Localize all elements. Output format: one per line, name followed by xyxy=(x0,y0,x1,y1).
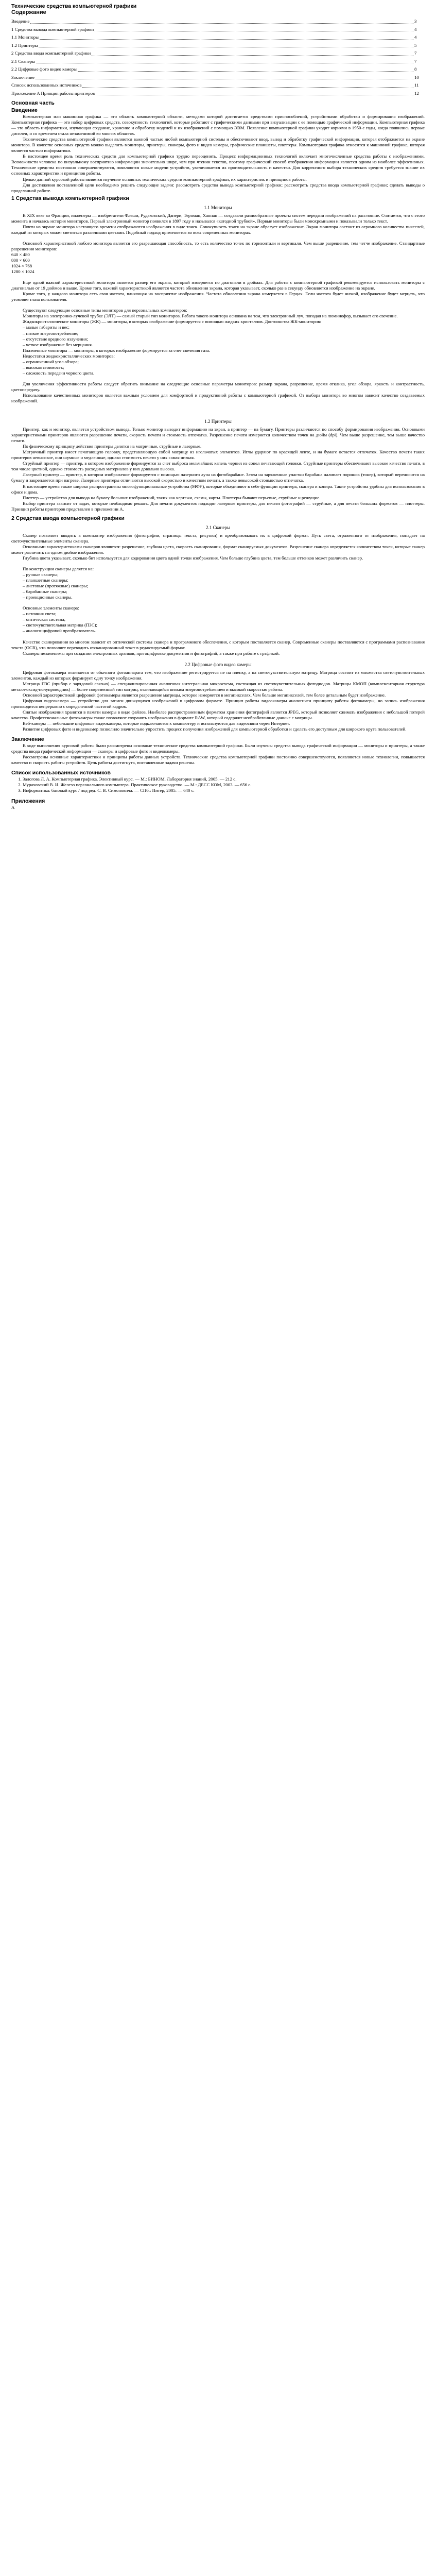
resolution-list xyxy=(11,252,425,275)
toc-leader-dots xyxy=(36,74,413,80)
dash-bullet: – xyxy=(23,342,26,347)
section12-body xyxy=(11,427,425,512)
bullet-item xyxy=(11,595,425,600)
paragraph: Жидкокристаллические мониторы (ЖК) — мониторы, в которых изображение формируется с помощью жидких кристаллов. Достоинства ЖК-мониторов: xyxy=(23,319,321,325)
bullet-text: листовые (протяжные) сканеры; xyxy=(26,583,89,589)
paragraph: Кроме того, у каждого монитора есть своя частота, влияющая на восприятие изображения. Частота обновления экрана измеряется в Герцах. Если частота будет низкой, изображение будет мерцать, что утомляет глаза пользователя. xyxy=(11,291,425,302)
paragraph: Целью данной курсовой работы является изучение основных технических средств компьютерной графики, их характеристик и принципов работы. xyxy=(23,176,307,182)
bullet-text: светочувствительная матрица (ПЗС); xyxy=(26,622,97,628)
list-item: 800 × 600 xyxy=(11,257,30,263)
toc-page-number: 4 xyxy=(414,26,417,32)
paragraph: Рассмотрены основные характеристики и принципы работы данных устройств. Технические средства компьютерной графики постоянно совершенствуются, появляются новые технологии, повышается качество и скорость работы устройств. Цель работы достигнута, поставленные задачи решены. xyxy=(11,754,425,766)
bullet-text: сложность передачи черного цвета. xyxy=(26,370,95,376)
paragraph: Цифровая видеокамера — устройство для записи движущихся изображений в цифровом формате. Принцип работы видеокамеры аналогичен принципу работы фотокамеры, но запись изображения производится непрерывно с определенной частотой кадров. xyxy=(11,698,425,709)
paragraph: Цифровая фотокамера отличается от обычного фотоаппарата тем, что изображение регистрируется не на пленку, а на светочувствительную матрицу. Матрица состоит из множества светочувствительных элементов, каждый из которых формирует одну точку изображения. xyxy=(11,669,425,681)
dash-bullet: – xyxy=(23,364,26,370)
toc-entry[interactable] xyxy=(11,33,425,42)
bullet-text: оптическая система; xyxy=(26,617,66,622)
toc-entry[interactable] xyxy=(11,58,425,66)
bullet-item xyxy=(11,628,425,634)
dash-bullet: – xyxy=(23,622,26,628)
toc-page-number: 11 xyxy=(414,82,419,88)
document-title: Технические средства компьютерной графики xyxy=(11,3,137,9)
section2-heading: 2 Средства ввода компьютерной графики xyxy=(11,515,125,521)
paragraph: В настоящее время также широко распространены многофункциональные устройства (МФУ), которые объединяют в себе функции принтера, сканера и копира. Такие устройства удобны для использования в офисе и дома. xyxy=(11,483,425,495)
bullet-item xyxy=(11,622,425,628)
bullet-item xyxy=(11,578,425,583)
toc-entry[interactable] xyxy=(11,26,425,34)
bullet-item xyxy=(11,617,425,622)
dash-bullet: – xyxy=(23,370,26,376)
dash-bullet: – xyxy=(23,325,26,330)
dash-bullet: – xyxy=(23,595,26,600)
reference-item: 3. Информатика: базовый курс / под ред. С. В. Симоновича. — СПб.: Питер, 2005. — 640 с. xyxy=(23,788,425,793)
paragraph: Струйный принтер — принтер, в котором изображение формируется за счет выброса мельчайших капель чернил из сопел печатающей головки. Струйные принтеры обеспечивают высокое качество печати, в том числе цветной, однако стоимость расходных материалов у них довольно высока. xyxy=(11,461,425,472)
contents-heading: Содержание xyxy=(11,9,46,15)
toc-entry[interactable] xyxy=(11,18,425,26)
bullet-text: ограниченный угол обзора; xyxy=(26,359,79,364)
paragraph: Технические средства компьютерной графики являются важной частью любой компьютерной системы и обеспечивают ввод, вывод и обработку графической информации, которая отображается на экране монитора. В качестве основных средств можно выделить мониторы, принтеры, сканеры, фото и видео камеры, графические планшеты, плоттеры. Компьютерная графика относится к машинной графике, которая является частью информатики. xyxy=(11,137,425,154)
dash-bullet: – xyxy=(23,578,26,583)
paragraph: В настоящее время роль технических средств для компьютерной графики трудно переоценить. Процесс информационных технологий включает многочисленные средства работы с изображениями. Возможности человека по визуальному восприятию информации значительно шире, чем при чтении текстов, поэтому графический способ отображения информации является одним из наиболее эффективных. Технические средства постоянно совершенствуются, появляются новые модели устройств, увеличивается их производительность и качество. Для корректного выбора технических средств требуется знание их основных характеристик и принципов работы. xyxy=(11,154,425,176)
toc-entry-link[interactable]: 2.1 Сканеры xyxy=(11,58,36,64)
list-item: 1280 × 1024 xyxy=(11,269,34,275)
toc-leader-dots xyxy=(39,42,413,48)
toc-entry-link[interactable]: Приложение A Принцип работы принтеров xyxy=(11,90,95,96)
toc-page-number: 12 xyxy=(414,90,419,96)
toc-entry[interactable] xyxy=(11,42,425,50)
toc-leader-dots xyxy=(82,81,413,88)
toc-entry[interactable] xyxy=(11,90,425,98)
toc-leader-dots xyxy=(36,58,413,64)
reference-item: 1. Залогова Л. А. Компьютерная графика. Элективный курс. — М.: БИНОМ. Лаборатория знаний, 2005. — 212 с. xyxy=(23,776,425,782)
bullet-text: малые габариты и вес; xyxy=(26,325,69,330)
dash-bullet: – xyxy=(23,617,26,622)
toc-leader-dots xyxy=(78,65,413,72)
paragraph: По конструкции сканеры делятся на: xyxy=(23,566,94,571)
bullet-text: высокая стоимость; xyxy=(26,364,64,370)
bullet-item xyxy=(11,583,425,589)
paragraph: Еще одной важной характеристикой монитора является размер его экрана, который измеряется по диагонали в дюймах. Для работы с компьютерной графикой рекомендуется использовать мониторы с диагональю от 19 дюймов и выше. Кроме того, важной характеристикой является частота обновления экрана, которая указывает, сколько раз в секунду обновляется изображение на экране. xyxy=(11,280,425,291)
section21-body xyxy=(11,533,425,656)
scanner-parts-list xyxy=(11,611,425,634)
toc-page-number: 8 xyxy=(414,66,417,72)
paragraph: Матричный принтер имеет печатающую головку, представляющую собой матрицу из игольчатых элементов. Иглы ударяют по красящей ленте, и на бумаге остается отпечаток. Качество печати таких принтеров невысокое, они шумные и медленные, однако стоимость печати у них самая низкая. xyxy=(11,449,425,461)
toc-page-number: 3 xyxy=(414,19,417,24)
paragraph: Качество сканирования во многом зависит от оптической системы сканера и программного обеспечения, с которым поставляется сканер. Современные сканеры поставляются с программами распознавания текста (OCR), что позволяет переводить отсканированный текст в редактируемый формат. xyxy=(11,639,425,650)
dash-bullet: – xyxy=(23,628,26,634)
list-item: 640 × 480 xyxy=(11,251,30,257)
paragraph: В XIX веке во Франции, инженеры — изобретатели Флеши, Рудаковский, Дапери, Тернман, Ханнан — создавали разнообразные проекты систем передачи изображений на расстояние. Считается, что с этого момента и началась история мониторов. Первый электронный монитор появился в 1897 году и назывался «катодной трубкой». Первые мониторы были монохромными и показывали только текст. xyxy=(11,212,425,224)
bullet-item xyxy=(11,611,425,617)
bullet-item xyxy=(11,370,425,376)
bullet-text: источник света; xyxy=(26,611,57,617)
paragraph: Снятые изображения хранятся в памяти камеры в виде файлов. Наиболее распространенным форматом хранения фотографий является JPEG, который позволяет сжимать изображения с небольшой потерей качества. Профессиональные фотокамеры также позволяют сохранять изображения в формате RAW, который содержит необработанные данные с матрицы. xyxy=(11,709,425,721)
toc-leader-dots xyxy=(95,26,413,32)
toc-entry-link[interactable]: Введение xyxy=(11,19,30,24)
bullet-item xyxy=(11,365,425,370)
bullet-text: барабанные сканеры; xyxy=(26,589,67,595)
bullet-item xyxy=(11,359,425,365)
toc-page-number: 4 xyxy=(414,35,417,40)
bullet-item xyxy=(11,342,425,348)
paragraph: Мониторы на электронно-лучевой трубке (ЭЛТ) — самый старый тип мониторов. Работа такого монитора основана на том, что электронный луч, попадая на люминофор, вызывает его свечение. xyxy=(23,313,398,319)
paragraph: Компьютерная или машинная графика — это область компьютерной области, методами которой достигается средствами приспособлений, устройствами обработки и формирования изображений. Компьютерная графика — это набор цифровых средств, совокупность технологий, которые работают с графическими данными при визуализации с ее помощью графической информации. Компьютерная графика — это область информатики, изучающая создание, хранение и обработку моделей и их изображений с помощью ЭВМ. Появление компьютерной графики уходит корнями в 1950-е годы, когда появились первые дисплеи, и со временем стала незаменимой во многих областях. xyxy=(11,114,425,137)
dash-bullet: – xyxy=(23,336,26,342)
bullet-text: планшетные сканеры; xyxy=(26,578,68,583)
main-section-heading: Основная часть xyxy=(11,100,55,106)
paragraph: Выбор принтера зависит от задач, которые необходимо решать. Для печати документов подходят лазерные принтеры, для печати фотографий — струйные, а для печати больших форматов — плоттеры. Принцип работы принтеров представлен в приложении А. xyxy=(11,500,425,512)
toc-entry-link[interactable]: 2 Средства ввода компьютерной графики xyxy=(11,50,91,56)
scanner-types-list xyxy=(11,572,425,600)
paragraph: Использование качественных мониторов является важным условием для комфортной и продуктивной работы с компьютерной графикой. От выбора монитора во многом зависит качество создаваемых изображений. xyxy=(11,392,425,404)
intro-heading: Введение xyxy=(11,107,38,113)
dash-bullet: – xyxy=(23,589,26,595)
lcd-cons-list xyxy=(11,359,425,376)
lcd-pros-list xyxy=(11,325,425,347)
toc-entry-link[interactable]: 2.2 Цифровые фото видео камеры xyxy=(11,66,77,72)
conclusion-heading: Заключение xyxy=(11,736,44,743)
toc-entry[interactable] xyxy=(11,74,425,82)
bullet-text: аналого-цифровой преобразователь. xyxy=(26,628,96,634)
paragraph: По физическому принципу действия принтеры делятся на матричные, струйные и лазерные. xyxy=(23,444,202,449)
toc-page-number: 7 xyxy=(414,50,417,56)
paragraph: Лазерный принтер — принтер, в котором изображение формируется с помощью лазерного луча на фотобарабане. Затем на заряженные участки барабана налипает порошок (тонер), который переносится на бумагу и закрепляется при нагреве. Лазерные принтеры отличаются высокой скоростью и качеством печати, а также невысокой стоимостью отпечатка. xyxy=(11,472,425,483)
toc-entry-link[interactable]: 1.1 Мониторы xyxy=(11,35,39,40)
appendix-label: А xyxy=(11,804,15,810)
paragraph: Для увеличения эффективности работы следует обратить внимание на следующие основные параметры мониторов: размер экрана, разрешение, время отклика, угол обзора, яркость и контрастность, цветопередачу. xyxy=(11,381,425,392)
paragraph: Основные элементы сканера: xyxy=(23,605,79,611)
document-page xyxy=(0,0,436,816)
intro-body xyxy=(11,114,425,194)
toc-page-number: 5 xyxy=(414,42,417,48)
paragraph: Глубина цвета указывает, сколько бит используется для кодирования цвета одной точки изображения. Чем больше глубина цвета, тем больше оттенков может различить сканер. xyxy=(23,555,363,561)
section1-heading: 1 Средства вывода компьютерной графики xyxy=(11,195,129,201)
references-heading: Список использованных источников xyxy=(11,770,111,776)
section11-body xyxy=(11,213,425,404)
section22-heading: 2.2 Цифровые фото видео камеры xyxy=(184,662,252,667)
bullet-text: низкое энергопотребление; xyxy=(26,330,79,336)
paragraph: Матрица ПЗС (прибор с зарядовой связью) — специализированная аналоговая интегральная микросхема, состоящая из светочувствительных фотодиодов. Матрицы КМОП (комплементарная структура металл-оксид-полупроводник) — более современный тип матриц, отличающийся низким энергопотреблением и высокой скоростью работы. xyxy=(11,681,425,692)
section21-heading: 2.1 Сканеры xyxy=(205,524,231,530)
toc-entry[interactable] xyxy=(11,65,425,74)
paragraph: Недостатки жидкокристаллических мониторов: xyxy=(23,353,115,359)
paragraph: Существуют следующие основные типы мониторов для персональных компьютеров: xyxy=(23,308,187,313)
table-of-contents xyxy=(11,18,425,97)
bullet-text: четкое изображение без мерцания. xyxy=(26,342,93,347)
toc-entry-link[interactable]: 1 Средства вывода компьютерной графики xyxy=(11,26,94,32)
dash-bullet: – xyxy=(23,611,26,617)
bullet-item xyxy=(11,336,425,342)
toc-entry-link[interactable]: Список использованных источников xyxy=(11,82,82,88)
paragraph: Сканер позволяет вводить в компьютер изображения (фотографии, страницы текста, рисунки) и преобразовывать их в цифровой формат. Путь света, отраженного от изображения, попадает на светочувствительные элементы сканера. xyxy=(11,532,425,544)
bullet-text: отсутствие вредного излучения; xyxy=(26,336,88,342)
section22-body xyxy=(11,670,425,733)
paragraph: Развитие цифровых фото и видеокамер позволило значительно упростить процесс получения изображений для компьютерной обработки и сделать его доступным для широкого круга пользователей. xyxy=(23,726,407,732)
paragraph: Веб-камеры — небольшие цифровые видеокамеры, которые подключаются к компьютеру и используются для видеосвязи через Интернет. xyxy=(23,721,290,726)
paragraph: Основной характеристикой цифровой фотокамеры является разрешение матрицы, которое измеряется в мегапикселях. Чем больше мегапикселей, тем более детальным будет изображение. xyxy=(23,692,386,698)
bullet-item xyxy=(11,325,425,330)
bullet-item xyxy=(11,572,425,578)
paragraph: Основными характеристиками сканеров являются: разрешение, глубина цвета, скорость сканирования, формат сканируемых документов. Разрешение сканера определяется количеством точек, которые сканер может различить на одном дюйме изображения. xyxy=(11,544,425,555)
reference-item: 2. Мураховский В. И. Железо персонального компьютера. Практическое руководство. — М.: ДЕСС КОМ, 2003. — 656 с. xyxy=(23,782,425,788)
paragraph: Плоттер — устройство для вывода на бумагу больших изображений, таких как чертежи, схемы, карты. Плоттеры бывают перьевые, струйные и режущие. xyxy=(23,495,321,500)
bullet-text: ручные сканеры; xyxy=(26,572,59,578)
toc-entry-link[interactable]: Заключение xyxy=(11,74,34,80)
dash-bullet: – xyxy=(23,330,26,336)
bullet-item xyxy=(11,331,425,336)
toc-page-number: 7 xyxy=(414,58,417,64)
references-list xyxy=(11,776,425,793)
toc-leader-dots xyxy=(30,18,413,24)
paragraph: Основной характеристикой любого монитора является его разрешающая способность, то есть количество точек по горизонтали и вертикали. Чем выше разрешение, тем четче изображение. Стандартные разрешения мониторов: xyxy=(11,240,425,251)
toc-entry-link[interactable]: 1.2 Принтеры xyxy=(11,42,38,48)
section12-heading: 1.2 Принтеры xyxy=(204,419,232,425)
toc-page-number: 10 xyxy=(414,74,419,80)
toc-entry[interactable] xyxy=(11,49,425,58)
dash-bullet: – xyxy=(23,572,26,578)
paragraph: Принтер, как и монитор, является устройством вывода. Только монитор выводит информацию на экран, а принтер — на бумагу. Принтеры различаются по способу формирования изображения. Основными характеристиками принтеров являются разрешение печати, скорость печати и стоимость отпечатка. Разрешение печати измеряется количеством точек на дюйм (dpi). Чем выше разрешение, тем выше качество печати. xyxy=(11,427,425,444)
paragraph: Плазменные мониторы — мониторы, в которых изображение формируется за счет свечения газа. xyxy=(23,347,210,353)
paragraph: Почти на экране монитора настоящего времени отображаются изображения в виде точек. Совокупность точек на экране образует изображение. Экран монитора состоит из огромного количества пикселей, каждый из которых может светиться различными цветами. Подобный подход применяется во всех современных мониторах. xyxy=(11,224,425,235)
paragraph: Для достижения поставленной цели необходимо решить следующие задачи: рассмотреть средства вывода компьютерной графики; рассмотреть средства ввода компьютерной графики; сделать выводы о проделанной работе. xyxy=(11,182,425,193)
paragraph: В ходе выполнения курсовой работы были рассмотрены основные технические средства компьютерной графики. Были изучены средства вывода графической информации — мониторы и принтеры, а также средства ввода графической информации — сканеры и цифровые фото и видеокамеры. xyxy=(11,743,425,754)
conclusion-body xyxy=(11,743,425,766)
section11-heading: 1.1 Мониторы xyxy=(204,205,232,210)
appendix-heading: Приложения xyxy=(11,798,45,804)
toc-leader-dots xyxy=(96,90,413,96)
toc-entry[interactable] xyxy=(11,81,425,90)
list-item: 1024 × 768 xyxy=(11,263,32,269)
paragraph: Сканеры незаменимы при создании электронных архивов, при оцифровке документов и фотографий, а также при работе с графикой. xyxy=(23,650,280,656)
toc-leader-dots xyxy=(40,33,413,40)
dash-bullet: – xyxy=(23,359,26,364)
bullet-item xyxy=(11,589,425,595)
dash-bullet: – xyxy=(23,583,26,589)
toc-leader-dots xyxy=(92,49,413,56)
bullet-text: проекционные сканеры. xyxy=(26,595,73,600)
